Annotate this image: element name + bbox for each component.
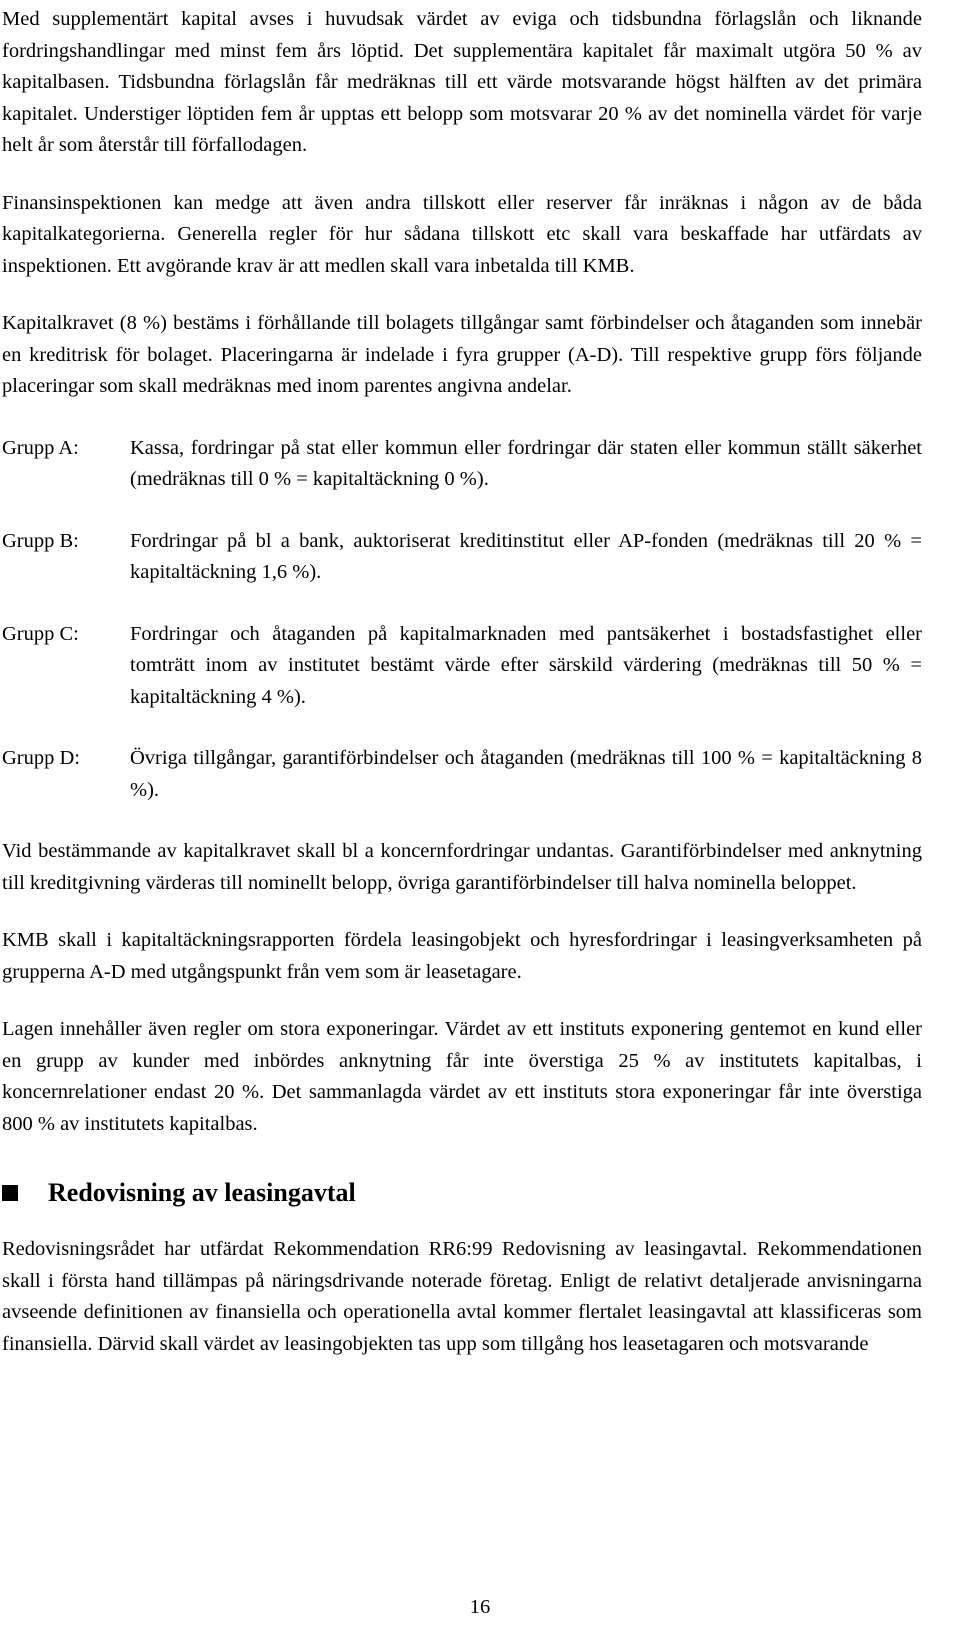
group-description: Fordringar och åtaganden på kapitalmarknaden med pantsäkerhet i bostadsfastighet eller tomträtt inom av institutet bestämt värde efter särskild värdering (medräknas till 50 % = kapitaltäckning 4 %). <box>130 622 922 708</box>
paragraph-exemptions: Vid bestämmande av kapitalkravet skall bl a koncernfordringar undantas. Garantiförbindelser med anknytning till kreditgivning värderas till nominellt belopp, övriga garantiförbindelser till halva nominella beloppet. <box>2 840 922 894</box>
group-item-b <box>2 526 922 589</box>
group-description: Fordringar på bl a bank, auktoriserat kreditinstitut eller AP-fonden (medräknas till 20 % = kapitaltäckning 1,6 %). <box>130 529 922 583</box>
group-item-a <box>2 433 922 496</box>
group-description: Övriga tillgångar, garantiförbindelser och åtaganden (medräknas till 100 % = kapitaltäckning 8 %). <box>130 747 922 801</box>
section-heading-text: Redovisning av leasingavtal <box>48 1178 356 1207</box>
paragraph-capital-requirement: Kapitalkravet (8 %) bestäms i förhållande till bolagets tillgångar samt förbindelser och åtaganden som innebär en kreditrisk för bolaget. Placeringarna är indelade i fyra grupper (A-D). Till respektive grupp förs följande placeringar som skall medräknas med inom parentes angivna andelar. <box>2 312 922 397</box>
page-number: 16 <box>469 1596 491 1618</box>
group-label: Grupp A: <box>2 436 79 459</box>
paragraph-large-exposures: Lagen innehåller även regler om stora exponeringar. Värdet av ett instituts exponering gentemot en kund eller en grupp av kunder med inbördes anknytning får inte överstiga 25 % av institutets kapitalbas, i koncernrelationer endast 20 %. Det sammanlagda värdet av ett instituts stora exponeringar får inte överstiga 800 % av institutets kapitalbas. <box>2 1018 922 1135</box>
paragraph-redovisningsradet: Redovisningsrådet har utfärdat Rekommendation RR6:99 Redovisning av leasingavtal. Rekommendationen skall i första hand tillämpas på näringsdrivande noterade företag. Enligt de relativt detaljerade anvisningarna avseende definitionen av finansiella och operationella avtal kommer flertalet leasingavtal att klassificeras som finansiella. Därvid skall värdet av leasingobjekten tas upp som tillgång hos leasetagaren och motsvarande <box>2 1238 922 1355</box>
group-item-c <box>2 619 922 714</box>
section-heading <box>2 1176 922 1210</box>
paragraph-kmb-report: KMB skall i kapitaltäckningsrapporten fördela leasingobjekt och hyresfordringar i leasingverksamheten på grupperna A-D med utgångspunkt från vem som är leasetagare. <box>2 929 922 983</box>
paragraph-finansinspektionen: Finansinspektionen kan medge att även andra tillskott eller reserver får inräknas i någon av de båda kapitalkategorierna. Generella regler för hur sådana tillskott etc skall vara beskaffade har utfärdats av inspektionen. Ett avgörande krav är att medlen skall vara inbetalda till KMB. <box>2 191 922 277</box>
group-label: Grupp B: <box>2 529 79 552</box>
square-bullet-icon <box>2 1185 18 1201</box>
group-list <box>2 433 922 807</box>
group-item-d <box>2 743 922 806</box>
group-label: Grupp C: <box>2 622 79 645</box>
group-description: Kassa, fordringar på stat eller kommun eller fordringar där staten eller kommun ställt säkerhet (medräknas till 0 % = kapitaltäckning 0 %). <box>130 436 922 490</box>
paragraph-supplementary-capital: Med supplementärt kapital avses i huvudsak värdet av eviga och tidsbundna förlagslån och liknande fordringshandlingar med minst fem års löptid. Det supplementära kapitalet får maximalt utgöra 50 % av kapitalbasen. Tidsbundna förlagslån får medräknas till ett värde motsvarande högst hälften av det primära kapitalet. Understiger löptiden fem år upptas ett belopp som motsvarar 20 % av det nominella värdet för varje helt år som återstår till förfallodagen. <box>2 8 922 156</box>
group-label: Grupp D: <box>2 747 81 769</box>
